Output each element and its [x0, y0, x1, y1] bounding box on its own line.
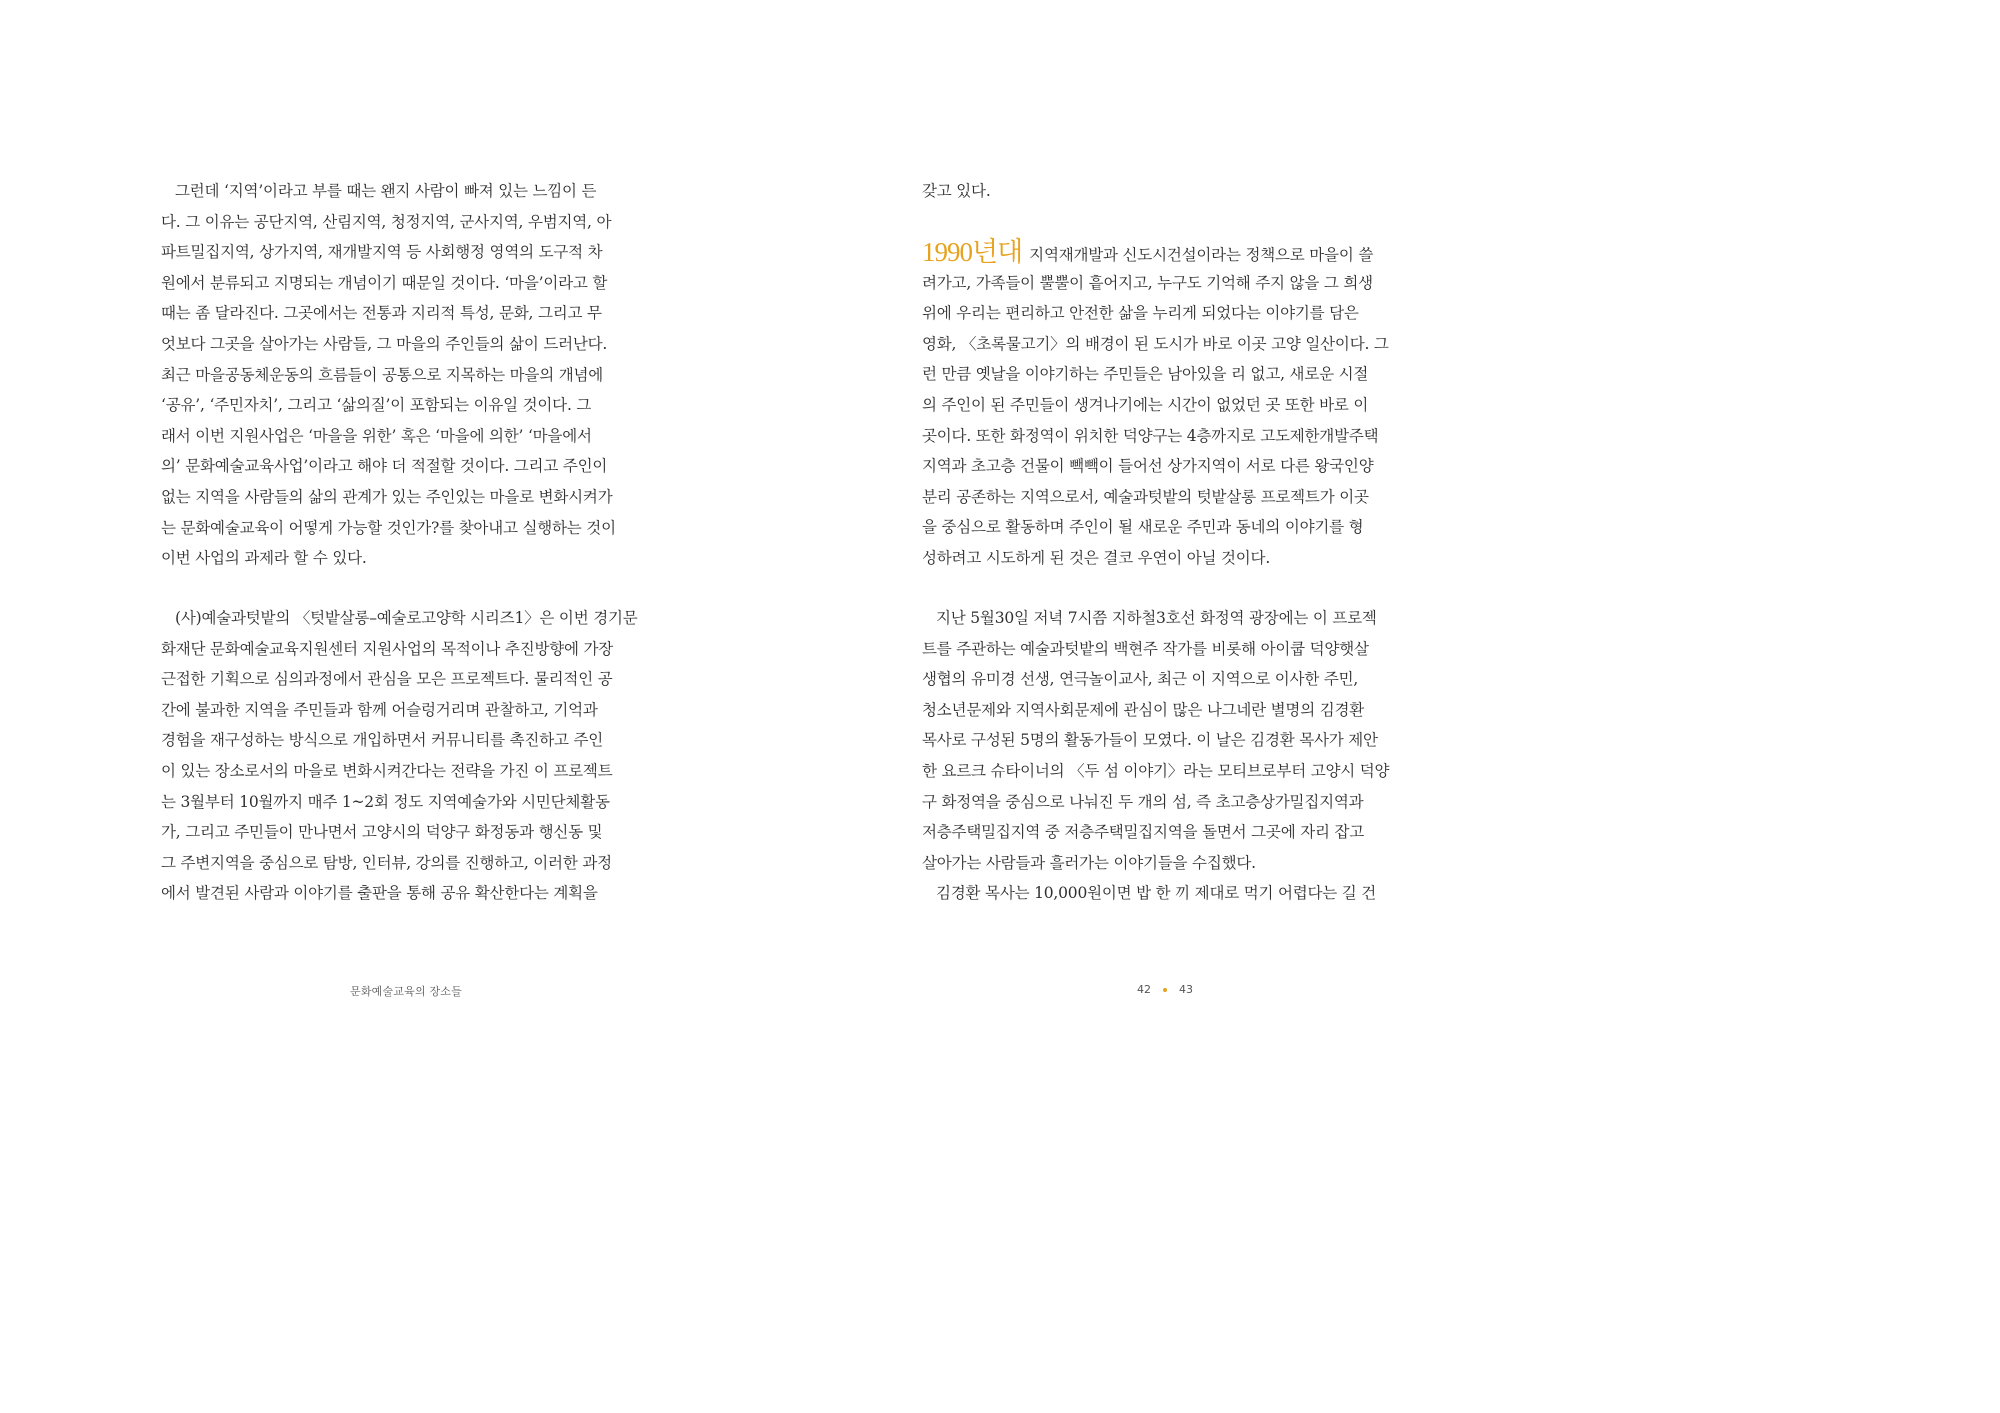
text-line: 경험을 재구성하는 방식으로 개입하면서 커뮤니티를 촉진하고 주인 [161, 731, 604, 750]
text-line: 살아가는 사람들과 흘러가는 이야기들을 수집했다. [922, 853, 1256, 872]
text-line: 이번 사업의 과제라 할 수 있다. [161, 549, 367, 568]
text-line: 화재단 문화예술교육지원센터 지원사업의 목적이나 추진방향에 가장 [161, 639, 614, 658]
text-line: 가, 그리고 주민들이 만나면서 고양시의 덕양구 화정동과 행신동 및 [161, 823, 603, 842]
text-line: 는 문화예술교육이 어떻게 가능할 것인가?를 찾아내고 실행하는 것이 [161, 518, 616, 537]
running-footer-title: 문화예술교육의 장소들 [350, 985, 462, 998]
text-line: 원에서 분류되고 지명되는 개념이기 때문일 것이다. ‘마을’이라고 할 [161, 273, 608, 292]
right-page [784, 0, 1568, 1108]
text-line: 파트밀집지역, 상가지역, 재개발지역 등 사회행정 영역의 도구적 차 [161, 243, 603, 262]
text-line [922, 237, 1408, 268]
text-line: 의’ 문화예술교육사업’이라고 해야 더 적절할 것이다. 그리고 주인이 [161, 457, 608, 476]
text-line: 성하려고 시도하게 된 것은 결코 우연이 아닐 것이다. [922, 548, 1271, 567]
text-line: 김경환 목사는 10,000원이면 밥 한 끼 제대로 먹기 어렵다는 길 건 [936, 884, 1377, 903]
text-line: (사)예술과텃밭의 〈텃밭살롱–예술로고양학 시리즈1〉은 이번 경기문 [175, 609, 638, 627]
text-line: 구 화정역을 중심으로 나눠진 두 개의 섬, 즉 초고층상가밀집지역과 [922, 792, 1364, 811]
text-line: 의 주인이 된 주민들이 생겨나기에는 시간이 없었던 곳 또한 바로 이 [922, 395, 1369, 414]
text-line: 위에 우리는 편리하고 안전한 삶을 누리게 되었다는 이야기를 담은 [922, 304, 1359, 323]
page-number-left: 42 [1137, 983, 1151, 996]
text-line: 곳이다. 또한 화정역이 위치한 덕양구는 4층까지로 고도제한개발주택 [922, 426, 1379, 445]
text-line: 생협의 유미경 선생, 연극놀이교사, 최근 이 지역으로 이사한 주민, [922, 670, 1359, 689]
text-line: 근접한 기획으로 심의과정에서 관심을 모은 프로젝트다. 물리적인 공 [161, 670, 613, 689]
left-paragraph-1 [161, 176, 645, 574]
text-line: 목사로 구성된 5명의 활동가들이 모였다. 이 날은 김경환 목사가 제안 [922, 731, 1378, 750]
text-line: 이 있는 장소로서의 마을로 변화시켜간다는 전략을 가진 이 프로젝트 [161, 761, 613, 780]
left-page [0, 0, 784, 1108]
text-line: 려가고, 가족들이 뿔뿔이 흩어지고, 누구도 기억해 주지 않을 그 희생 [922, 273, 1373, 292]
right-paragraph-1 [922, 237, 1408, 574]
text-line: 그런데 ‘지역’이라고 부를 때는 왠지 사람이 빠져 있는 느낌이 든 [175, 182, 597, 200]
text-line: 간에 불과한 지역을 주민들과 함께 어슬렁거리며 관찰하고, 기억과 [161, 700, 598, 719]
text-line: 영화, 〈초록물고기〉의 배경이 된 도시가 바로 이곳 고양 일산이다. 그 [922, 334, 1389, 353]
text-line: 없는 지역을 사람들의 삶의 관계가 있는 주인있는 마을로 변화시켜가 [161, 487, 613, 506]
text-line: 을 중심으로 활동하며 주인이 될 새로운 주민과 동네의 이야기를 형 [922, 518, 1364, 537]
text-line: 갖고 있다. [922, 182, 991, 200]
text-line: ‘공유’, ‘주민자치’, 그리고 ‘삶의질’이 포함되는 이유일 것이다. 그 [161, 396, 592, 415]
left-paragraph-2 [161, 603, 645, 909]
text-line: 청소년문제와 지역사회문제에 관심이 많은 나그네란 별명의 김경환 [922, 700, 1365, 719]
text-line: 그 주변지역을 중심으로 탐방, 인터뷰, 강의를 진행하고, 이러한 과정 [161, 853, 612, 872]
text-line-rest: 지역재개발과 신도시건설이라는 정책으로 마을이 쓸 [1029, 246, 1374, 264]
text-line: 때는 좀 달라진다. 그곳에서는 전통과 지리적 특성, 문화, 그리고 무 [161, 304, 602, 323]
page-number-right: 43 [1179, 983, 1193, 996]
text-line: 래서 이번 지원사업은 ‘마을을 위한’ 혹은 ‘마을에 의한’ ‘마을에서 [161, 426, 592, 445]
right-paragraph-2 [922, 603, 1408, 909]
text-line: 는 3월부터 10월까지 매주 1~2회 정도 지역예술가와 시민단체활동 [161, 792, 610, 811]
right-opening-line [922, 176, 1408, 207]
text-line: 지난 5월30일 저녁 7시쯤 지하철3호선 화정역 광장에는 이 프로젝 [936, 609, 1377, 627]
page-numbers [1137, 983, 1193, 996]
text-line: 런 만큼 옛날을 이야기하는 주민들은 남아있을 리 없고, 새로운 시절 [922, 365, 1369, 384]
text-line: 한 요르크 슈타이너의 〈두 섬 이야기〉라는 모티브로부터 고양시 덕양 [922, 761, 1390, 780]
text-line: 다. 그 이유는 공단지역, 산림지역, 청정지역, 군사지역, 우범지역, 아 [161, 212, 612, 231]
text-line: 엇보다 그곳을 살아가는 사람들, 그 마을의 주인들의 삶이 드러난다. [161, 334, 608, 353]
decade-drop-heading: 1990년대 [922, 237, 1023, 267]
text-line: 지역과 초고층 건물이 빽빽이 들어선 상가지역이 서로 다른 왕국인양 [922, 457, 1374, 476]
folio-separator-dot-icon [1163, 988, 1167, 992]
text-line: 에서 발견된 사람과 이야기를 출판을 통해 공유 확산한다는 계획을 [161, 884, 598, 903]
text-line: 저층주택밀집지역 중 저층주택밀집지역을 돌면서 그곳에 자리 잡고 [922, 823, 1365, 842]
text-line: 최근 마을공동체운동의 흐름들이 공통으로 지목하는 마을의 개념에 [161, 365, 604, 384]
text-line: 분리 공존하는 지역으로서, 예술과텃밭의 텃밭살롱 프로젝트가 이곳 [922, 487, 1369, 506]
text-line: 트를 주관하는 예술과텃밭의 백현주 작가를 비롯해 아이쿱 덕양햇살 [922, 639, 1369, 658]
